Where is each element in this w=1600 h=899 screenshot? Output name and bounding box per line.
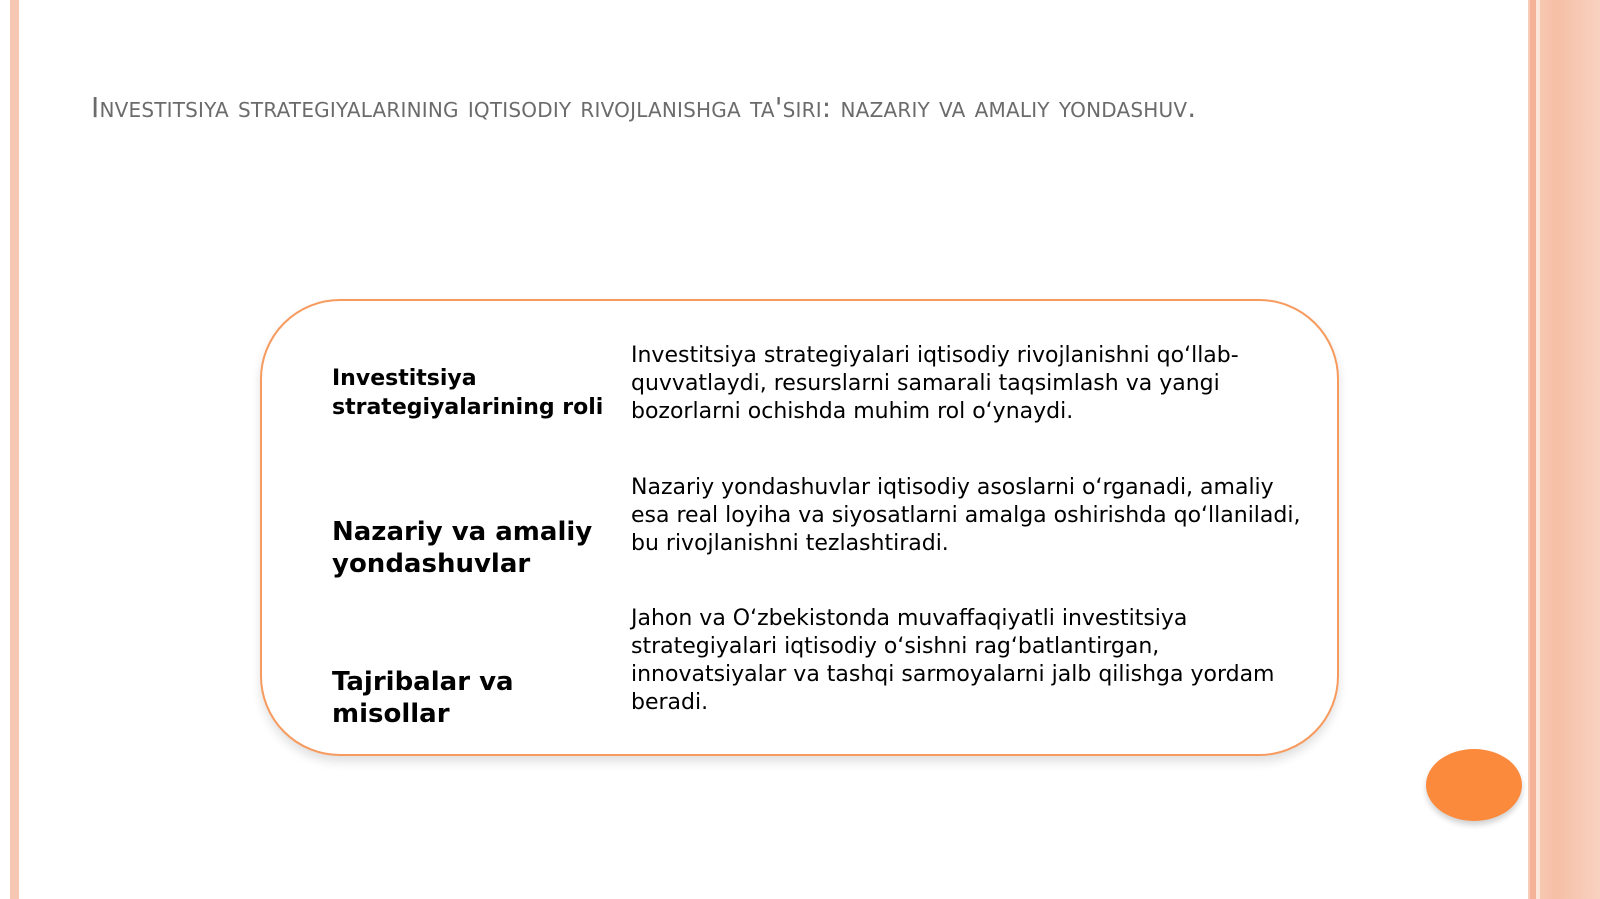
left-decorative-stripe bbox=[10, 0, 19, 899]
slide-title: Investitsiya strategiyalarining iqtisodiy rivojlanishga ta'siri: nazariy va amaliy yondashuv. bbox=[91, 91, 1197, 124]
row-label-role: Investitsiya strategiyalarining roli bbox=[332, 366, 604, 420]
right-decorative-line bbox=[1536, 0, 1540, 899]
decorative-orange-circle bbox=[1426, 749, 1522, 821]
row-description-experiences: Jahon va O‘zbekistonda muvaffaqiyatli investitsiya strategiyalari iqtisodiy o‘sishni rag‘batlantirgan, innovatsiyalar va tashqi sarmoyalarni jalb qilishga yordam beradi. bbox=[631, 606, 1275, 715]
row-label-approaches: Nazariy va amaliy yondashuvlar bbox=[332, 517, 593, 579]
row-description-approaches: Nazariy yondashuvlar iqtisodiy asoslarni o‘rganadi, amaliy esa real loyiha va siyosatlarni amalga oshirishda qo‘llaniladi, bu rivojlanishni tezlashtiradi. bbox=[631, 475, 1301, 556]
row-label-experiences: Tajribalar va misollar bbox=[332, 667, 514, 729]
row-description-role: Investitsiya strategiyalari iqtisodiy rivojlanishni qo‘llab-quvvatlaydi, resurslarni samarali taqsimlash va yangi bozorlarni ochishda muhim rol o‘ynaydi. bbox=[631, 343, 1239, 424]
